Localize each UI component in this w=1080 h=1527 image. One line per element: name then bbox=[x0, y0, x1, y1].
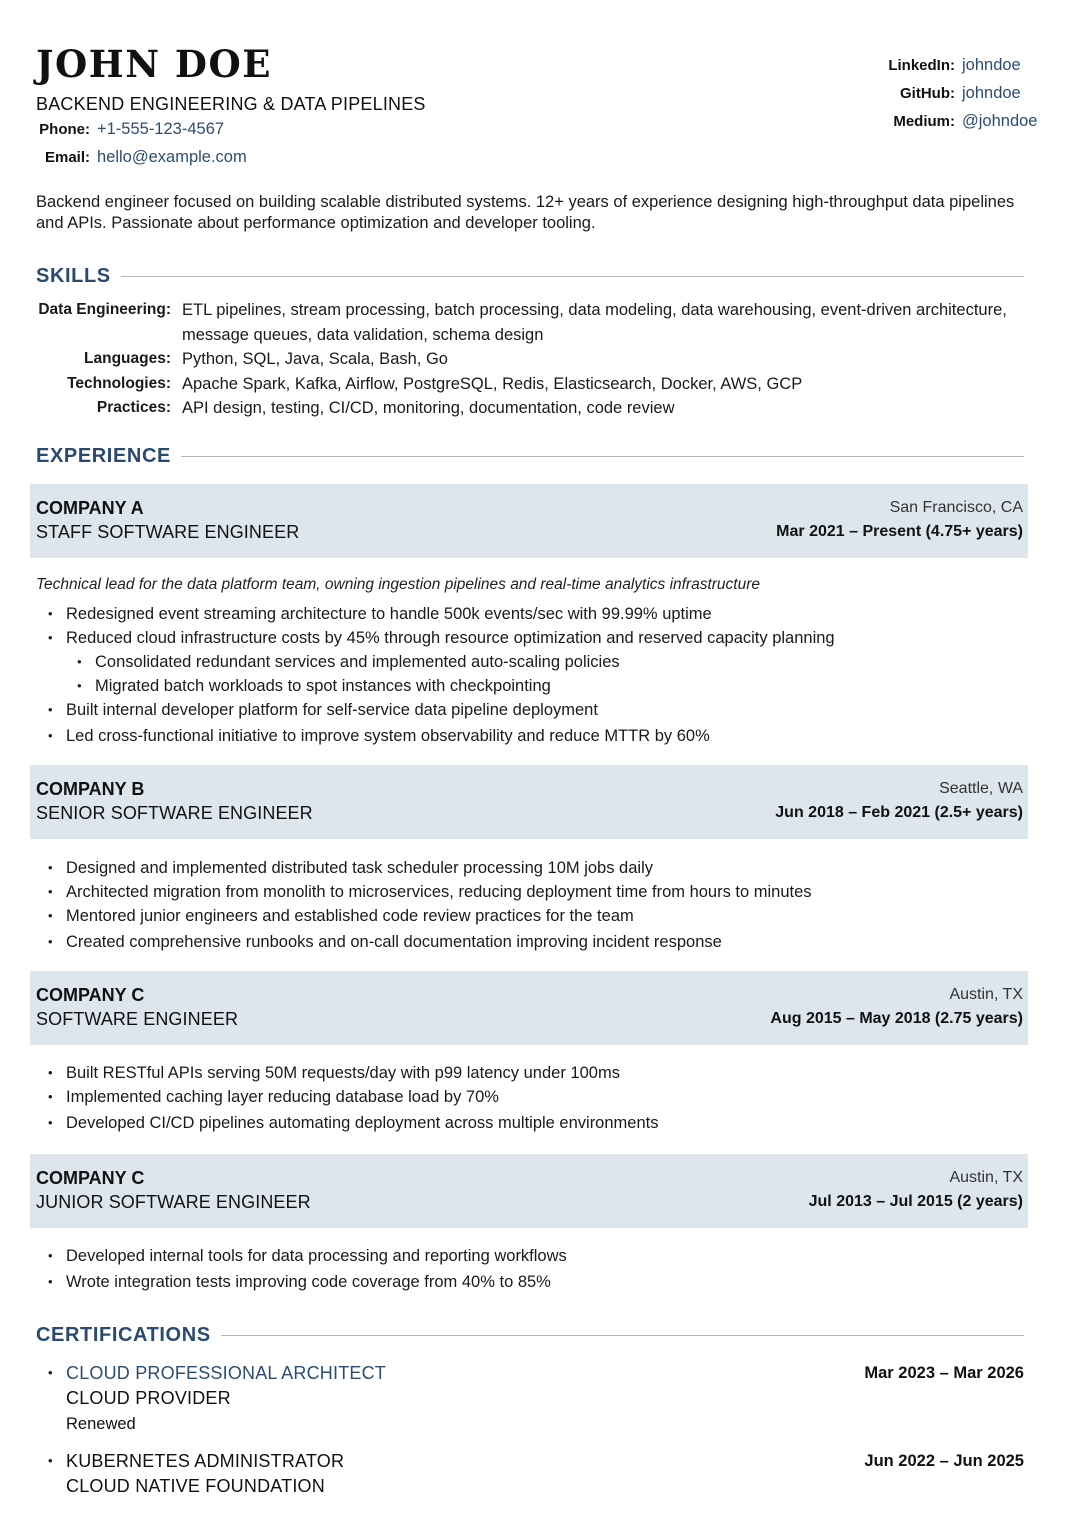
section-divider bbox=[181, 456, 1024, 457]
job-bullet: • Redesigned event streaming architecture to handle 500k events/sec with 99.99% uptime bbox=[48, 602, 1028, 626]
skill-row bbox=[36, 298, 1026, 347]
section-title: EXPERIENCE bbox=[36, 445, 171, 467]
job-sub-bullet: • Consolidated redundant services and implemented auto-scaling policies bbox=[77, 650, 1028, 674]
skill-row bbox=[36, 347, 1026, 372]
section-title: CERTIFICATIONS bbox=[36, 1324, 211, 1346]
job-title: SENIOR SOFTWARE ENGINEER bbox=[36, 803, 313, 823]
medium-row bbox=[865, 112, 1044, 140]
certification-dates: Jun 2022 – Jun 2025 bbox=[864, 1452, 1024, 1470]
certification-item bbox=[48, 1451, 1024, 1501]
job-bullet: • Wrote integration tests improving code coverage from 40% to 85% bbox=[48, 1270, 1028, 1294]
certification-note: Renewed bbox=[66, 1415, 136, 1433]
email-label: Email: bbox=[44, 149, 90, 166]
skill-value: Apache Spark, Kafka, Airflow, PostgreSQL, Redis, Elasticsearch, Docker, AWS, GCP bbox=[182, 374, 803, 393]
phone-link[interactable]: +1-555-123-4567 bbox=[97, 120, 225, 138]
job-location: San Francisco, CA bbox=[889, 499, 1023, 516]
job-location: Austin, TX bbox=[949, 1169, 1023, 1186]
job-bullet: • Mentored junior engineers and established code review practices for the team bbox=[48, 904, 1028, 928]
job-bullets bbox=[48, 1244, 1028, 1294]
candidate-name: JOHN DOE bbox=[36, 42, 272, 86]
job-company: COMPANY B bbox=[36, 779, 145, 799]
contact-info-right bbox=[865, 56, 1044, 140]
summary-paragraph: Backend engineer focused on building scalable distributed systems. 12+ years of experience designing high-throughput data pipelines and APIs. Passionate about performance optimization and developer tooling. bbox=[36, 193, 1015, 232]
job-bullet: • Developed internal tools for data processing and reporting workflows bbox=[48, 1244, 1028, 1268]
job-title: SOFTWARE ENGINEER bbox=[36, 1009, 239, 1029]
skill-value: ETL pipelines, stream processing, batch processing, data modeling, data warehousing, event-driven architecture, message queues, data validation, schema design bbox=[182, 301, 1007, 344]
phone-label: Phone: bbox=[39, 121, 90, 138]
medium-link[interactable]: @johndoe bbox=[962, 112, 1038, 130]
job-bullet: • Reduced cloud infrastructure costs by 45% through resource optimization and reserved capacity planning bbox=[48, 626, 1028, 650]
job-bullet: • Designed and implemented distributed task scheduler processing 10M jobs daily bbox=[48, 856, 1028, 880]
skill-value: Python, SQL, Java, Scala, Bash, Go bbox=[182, 350, 448, 368]
skill-row bbox=[36, 372, 1026, 397]
job-company: COMPANY C bbox=[36, 985, 145, 1005]
job-title: STAFF SOFTWARE ENGINEER bbox=[36, 522, 300, 542]
job-dates: Mar 2021 – Present (4.75+ years) bbox=[776, 523, 1023, 540]
job-description: Technical lead for the data platform team, owning ingestion pipelines and real-time analytics infrastructure bbox=[36, 576, 761, 593]
certification-dates: Mar 2023 – Mar 2026 bbox=[864, 1364, 1024, 1382]
skill-label: Data Engineering: bbox=[38, 301, 171, 318]
medium-label: Medium: bbox=[893, 113, 955, 130]
skill-label: Technologies: bbox=[67, 374, 171, 392]
certification-name: KUBERNETES ADMINISTRATOR bbox=[66, 1451, 345, 1471]
job-dates: Aug 2015 – May 2018 (2.75 years) bbox=[770, 1010, 1023, 1027]
skill-label: Languages: bbox=[84, 350, 171, 367]
job-bullet: • Created comprehensive runbooks and on-call documentation improving incident response bbox=[48, 930, 1028, 954]
certification-issuer: CLOUD PROVIDER bbox=[66, 1388, 231, 1408]
job-bullet: • Led cross-functional initiative to improve system observability and reduce MTTR by 60% bbox=[48, 724, 1028, 748]
skill-row bbox=[36, 396, 1026, 421]
job-bullets bbox=[48, 1061, 1028, 1135]
linkedin-label: LinkedIn: bbox=[888, 57, 955, 74]
candidate-tagline: BACKEND ENGINEERING & DATA PIPELINES bbox=[36, 94, 426, 114]
job-title: JUNIOR SOFTWARE ENGINEER bbox=[36, 1192, 311, 1212]
section-title: SKILLS bbox=[36, 265, 111, 287]
linkedin-link[interactable]: johndoe bbox=[962, 56, 1021, 74]
section-divider bbox=[121, 276, 1024, 277]
skill-value: API design, testing, CI/CD, monitoring, documentation, code review bbox=[182, 399, 675, 417]
contact-info-left bbox=[36, 120, 247, 176]
certification-issuer: CLOUD NATIVE FOUNDATION bbox=[66, 1476, 325, 1496]
certification-item bbox=[48, 1363, 1024, 1439]
certifications-section-header bbox=[36, 1324, 1024, 1347]
job-dates: Jul 2013 – Jul 2015 (2 years) bbox=[808, 1193, 1023, 1210]
job-header bbox=[30, 1154, 1028, 1228]
phone-row bbox=[36, 120, 247, 148]
email-link[interactable]: hello@example.com bbox=[97, 148, 247, 166]
skills-list bbox=[36, 298, 1026, 421]
github-link[interactable]: johndoe bbox=[962, 84, 1021, 102]
job-bullet: • Implemented caching layer reducing database load by 70% bbox=[48, 1085, 1028, 1109]
job-bullet: • Developed CI/CD pipelines automating deployment across multiple environments bbox=[48, 1111, 1028, 1135]
job-location: Seattle, WA bbox=[939, 780, 1023, 797]
linkedin-row bbox=[865, 56, 1044, 84]
job-bullets bbox=[48, 602, 1028, 748]
job-company: COMPANY A bbox=[36, 498, 144, 518]
job-company: COMPANY C bbox=[36, 1168, 145, 1188]
github-row bbox=[865, 84, 1044, 112]
job-dates: Jun 2018 – Feb 2021 (2.5+ years) bbox=[775, 804, 1023, 821]
job-bullet: • Built RESTful APIs serving 50M requests/day with p99 latency under 100ms bbox=[48, 1061, 1028, 1085]
bullet-icon: • bbox=[48, 1453, 53, 1468]
job-bullets bbox=[48, 856, 1028, 954]
github-label: GitHub: bbox=[900, 85, 955, 102]
job-sub-bullet: • Migrated batch workloads to spot instances with checkpointing bbox=[77, 674, 1028, 698]
certification-name-link[interactable]: CLOUD PROFESSIONAL ARCHITECT bbox=[66, 1363, 386, 1383]
job-location: Austin, TX bbox=[949, 986, 1023, 1003]
email-row bbox=[36, 148, 247, 176]
job-bullet: • Built internal developer platform for self-service data pipeline deployment bbox=[48, 698, 1028, 722]
skill-label: Practices: bbox=[96, 399, 171, 416]
job-header bbox=[30, 484, 1028, 558]
experience-section-header bbox=[36, 445, 1024, 468]
bullet-icon: • bbox=[48, 1365, 53, 1380]
job-header bbox=[30, 971, 1028, 1045]
job-header bbox=[30, 765, 1028, 839]
job-bullet: • Architected migration from monolith to microservices, reducing deployment time from hours to minutes bbox=[48, 880, 1028, 904]
skills-section-header bbox=[36, 265, 1024, 288]
section-divider bbox=[221, 1335, 1024, 1336]
